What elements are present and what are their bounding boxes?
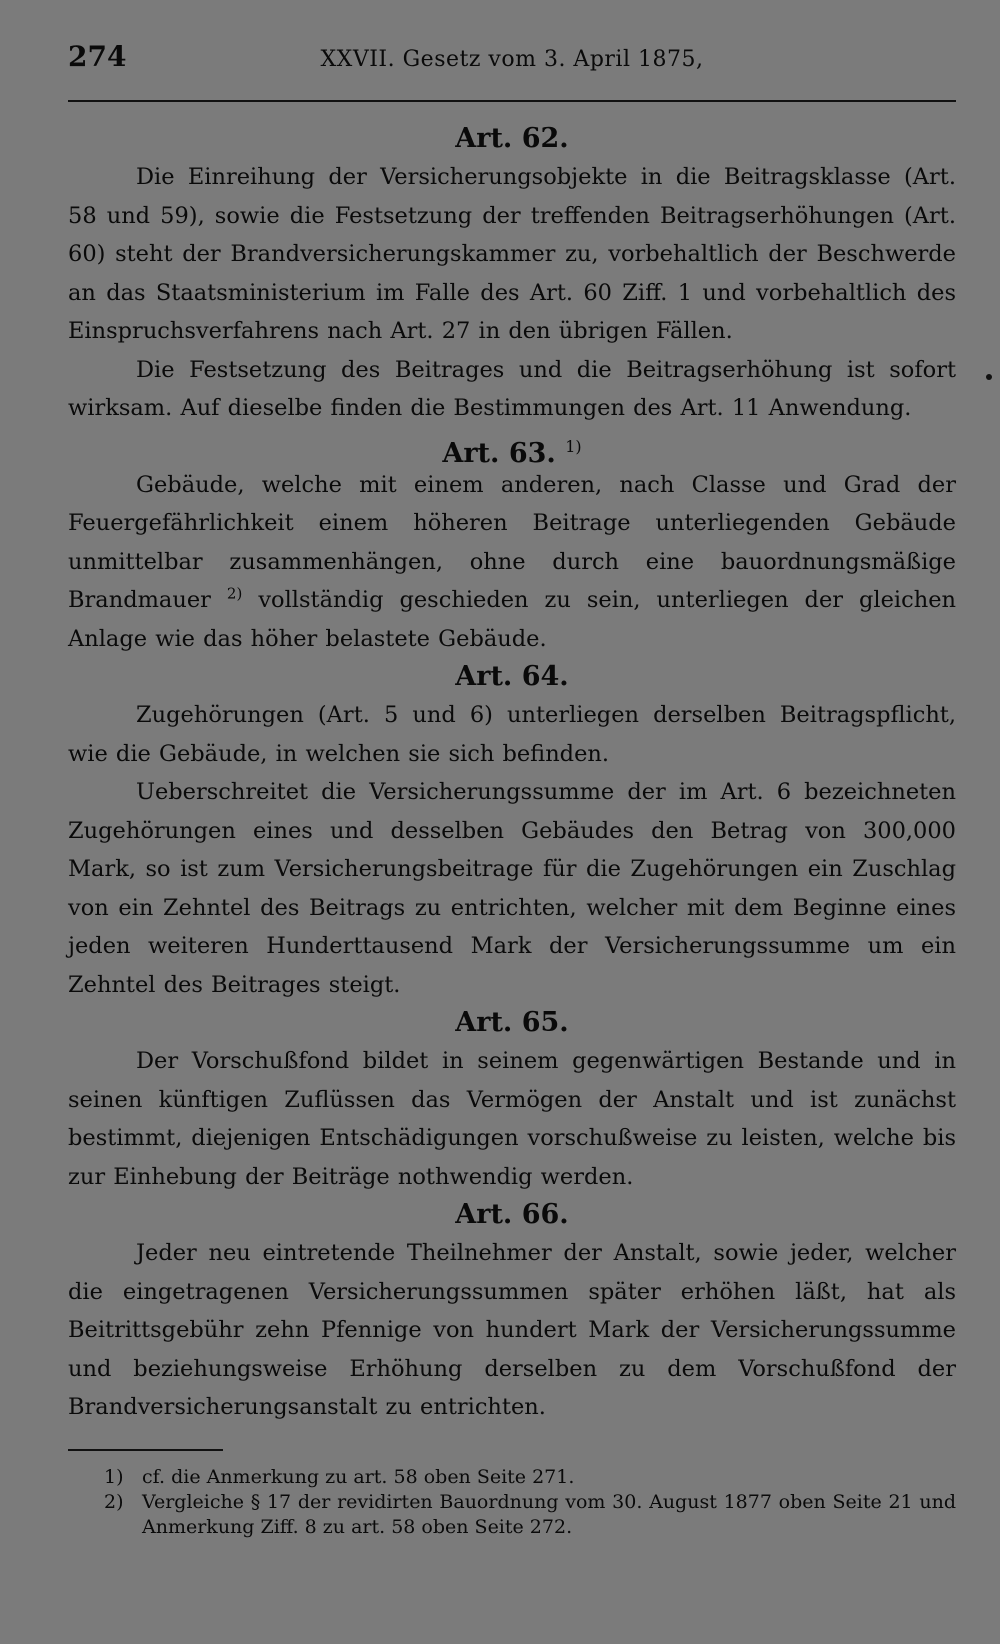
document-page <box>68 40 956 1540</box>
article-heading-64: Art. 64. <box>455 661 569 692</box>
page-header <box>68 40 956 90</box>
article-63-text-part-1: Gebäude, welche mit einem anderen, nach Classe und Grad der Feuergefährlichkeit einem höheren Beitrage unterliegenden Gebäude unmittelbar zusammenhängen, ohne durch eine bauordnungsmäßige Brandmauer <box>68 471 956 613</box>
article-63-title: Art. 63. <box>442 437 556 469</box>
article-heading-66: Art. 66. <box>455 1199 569 1230</box>
article-heading-62: Art. 62. <box>455 123 569 154</box>
running-head: XXVII. Gesetz vom 3. April 1875, <box>320 47 704 72</box>
article-63-paragraph-1 <box>68 466 956 659</box>
article-63-text-part-2: vollständig geschieden zu sein, unterliegen der gleichen Anlage wie das höher belastete Gebäude. <box>68 587 957 652</box>
article-62-paragraph-1: Die Einreihung der Versicherungsobjekte in die Beitragsklasse (Art. 58 und 59), sowie die Festsetzung der treffenden Beitragserhöhungen (Art. 60) steht der Brandversicherungskammer zu, vorbehaltlich der Beschwerde an das Staatsministerium im Falle des Art. 60 Ziff. 1 und vorbehaltlich des Einspruchsverfahrens nach Art. 27 in den übrigen Fällen. <box>68 164 956 344</box>
footnote-1 <box>68 1465 956 1490</box>
page-number: 274 <box>68 40 127 73</box>
footnote-ref-2: 2) <box>226 584 243 603</box>
header-rule <box>68 100 956 102</box>
footnote-2 <box>68 1490 956 1540</box>
article-65-paragraph-1: Der Vorschußfond bildet in seinem gegenwärtigen Bestande und in seinen künftigen Zuflüssen das Vermögen der Anstalt und ist zunächst bestimmt, diejenigen Entschädigungen vorschußweise zu leisten, welche bis zur Einhebung der Beiträge nothwendig werden. <box>68 1048 956 1190</box>
footnote-ref-1: 1) <box>565 436 582 456</box>
margin-dot <box>986 374 992 380</box>
footnote-text: Vergleiche § 17 der revidirten Bauordnung vom 30. August 1877 oben Seite 21 und Anmerkung Ziff. 8 zu art. 58 oben Seite 272. <box>142 1490 956 1538</box>
footnote-rule <box>68 1449 223 1451</box>
footnote-mark: 1) <box>104 1465 124 1488</box>
article-64-paragraph-1: Zugehörungen (Art. 5 und 6) unterliegen derselben Beitragspflicht, wie die Gebäude, in welchen sie sich befinden. <box>68 702 956 767</box>
article-62-paragraph-2: Die Festsetzung des Beitrages und die Beitragserhöhung ist sofort wirksam. Auf dieselbe finden die Bestimmungen des Art. 11 Anwendung. <box>68 356 956 421</box>
article-66-paragraph-1: Jeder neu eintretende Theilnehmer der Anstalt, sowie jeder, welcher die eingetragenen Versicherungssummen später erhöhen läßt, hat als Beitrittsgebühr zehn Pfennige von hundert Mark der Versicherungssumme und beziehungsweise Erhöhung derselben zu dem Vorschußfond der Brandversicherungsanstalt zu entrichten. <box>68 1240 956 1420</box>
article-heading-63 <box>68 428 956 469</box>
article-heading-65: Art. 65. <box>455 1007 569 1038</box>
article-64-paragraph-2: Ueberschreitet die Versicherungssumme der im Art. 6 bezeichneten Zugehörungen eines und desselben Gebäudes den Betrag von 300,000 Mark, so ist zum Versicherungsbeitrage für die Zugehörungen ein Zuschlag von ein Zehntel des Beitrags zu entrichten, welcher mit dem Beginne eines jeden weiteren Hunderttausend Mark der Versicherungssumme um ein Zehntel des Beitrages steigt. <box>68 779 956 998</box>
footnote-mark: 2) <box>104 1490 124 1513</box>
footnote-text: cf. die Anmerkung zu art. 58 oben Seite 271. <box>142 1465 575 1488</box>
